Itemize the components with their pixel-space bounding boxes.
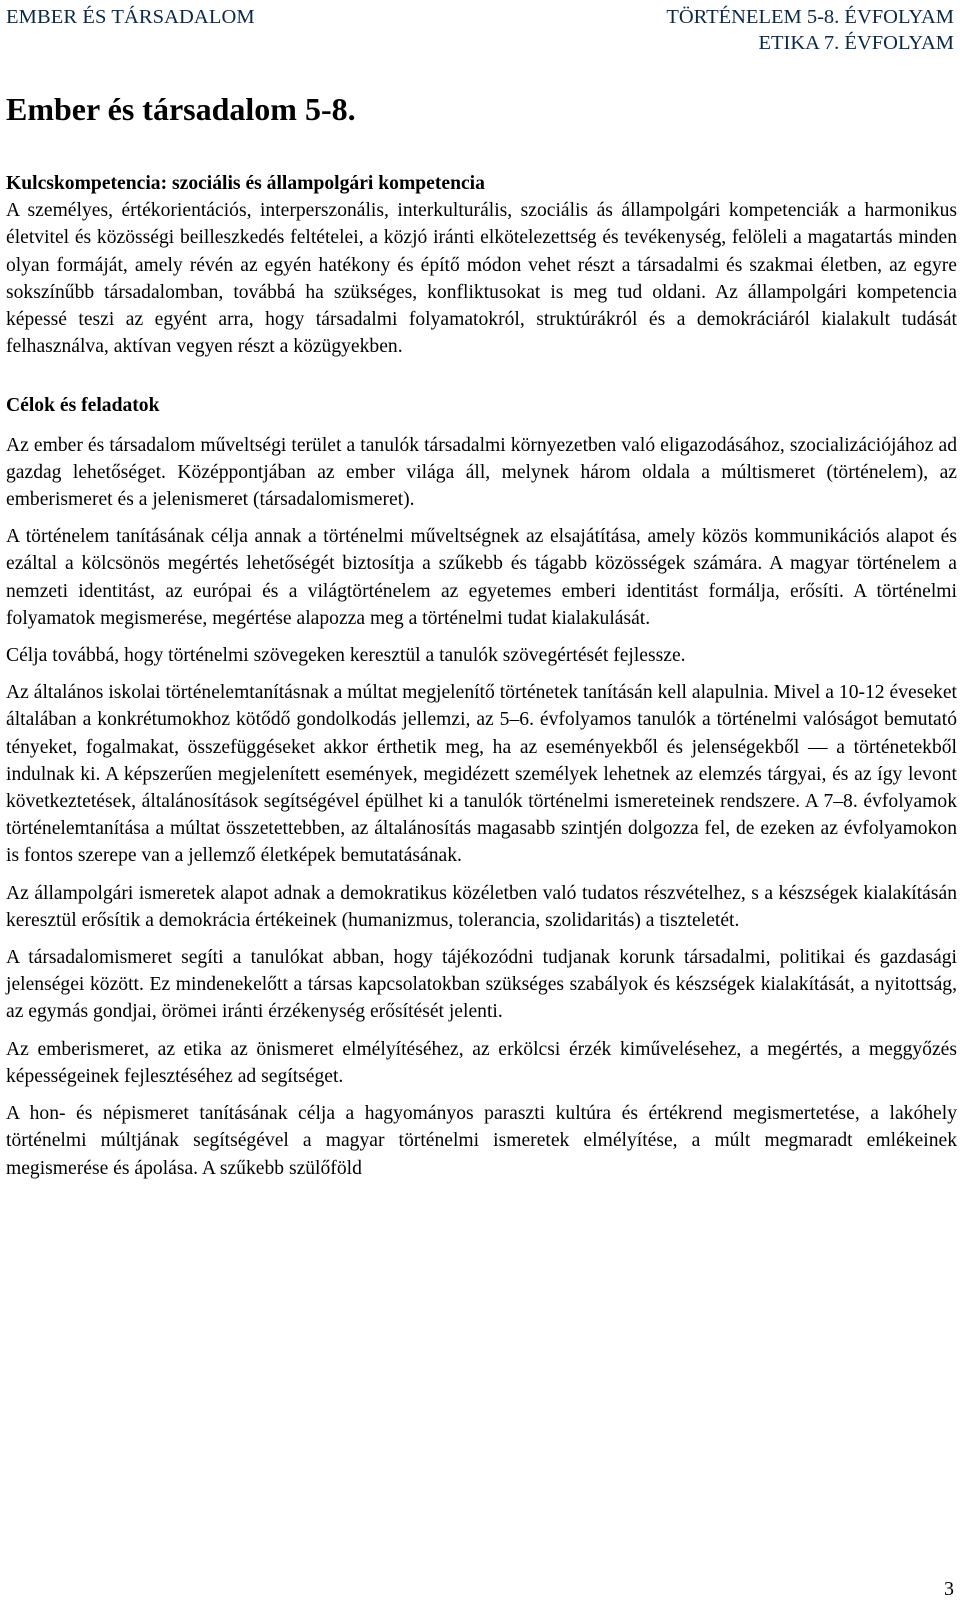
page-number: 3 [944, 1578, 954, 1600]
goals-paragraph-2: A történelem tanításának célja annak a történelmi műveltségnek az elsajátítása, amely közös kommunikációs alapot és ezáltal a kölcsönös megértés lehetőségét biztosítja a szűkebb és tágabb közösségek számára. A magyar történelem a nemzeti identitást, az európai és a világtörténelem az egyetemes emberi identitást formálja, erősíti. A történelmi folyamatok megismerése, megértése alapozza meg a történelmi tudat kialakulását. [6, 526, 957, 629]
document-body [6, 170, 957, 1192]
page-title: Ember és társadalom 5-8. [6, 91, 356, 127]
running-header-subject-history: TÖRTÉNELEM 5-8. ÉVFOLYAM [666, 6, 954, 28]
running-header-left: EMBER ÉS TÁRSADALOM [6, 6, 255, 28]
goals-paragraph-7: Az emberismeret, az etika az önismeret elmélyítéséhez, az erkölcsi érzék kiművelésehez, a megértés, a meggyőzés képességeinek fejlesztéséhez ad segítséget. [6, 1038, 957, 1087]
key-competence-text: A személyes, értékorientációs, interperszonális, interkulturális, szociális ás állampolgári kompetenciák a harmonikus életvitel és közösségi beilleszkedés feltételei, a közjó iránti elkötelezettség és tevékenység, felöleli a magatartás minden olyan formáját, amely révén az egyén hatékony és építő módon vehet részt a társadalmi és szakmai életben, az egyre sokszínűbb társadalomban, továbbá ha szükséges, konfliktusokat is meg tud oldani. Az állampolgári kompetencia képessé teszi az egyént arra, hogy társadalmi folyamatokról, struktúrákról és a demokráciáról kialakult tudását felhasználva, aktívan vegyen részt a közügyekben. [6, 200, 957, 358]
goals-paragraph-1: Az ember és társadalom műveltségi terület a tanulók társadalmi környezetben való eligazodásához, szocializációjához ad gazdag lehetőséget. Középpontjában az ember világa áll, melynek három oldala a múltismeret (történelem), az emberismeret és a jelenismeret (társadalomismeret). [6, 434, 957, 511]
running-header-right [666, 4, 954, 56]
goals-paragraph-3: Célja továbbá, hogy történelmi szövegeken keresztül a tanulók szövegértését fejlessze. [6, 645, 686, 667]
goals-heading: Célok és feladatok [6, 395, 160, 417]
running-header-subject-ethics: ETIKA 7. ÉVFOLYAM [758, 32, 954, 54]
goals-paragraph-6: A társadalomismeret segíti a tanulókat abban, hogy tájékozódni tudjanak korunk társadalmi, politikai és gazdasági jelenségei között. Ez mindenekelőtt a társas kapcsolatokban szükséges szabályok és készségek kialakítását, a nyitottság, az egymás gondjai, örömei iránti érzékenység erősítését jelenti. [6, 947, 957, 1023]
key-competence-section [6, 170, 957, 360]
key-competence-heading: Kulcskompetencia: szociális és állampolgári kompetencia [6, 173, 485, 194]
goals-paragraph-8: A hon- és népismeret tanításának célja a hagyományos paraszti kultúra és értékrend megismertetése, a lakóhely történelmi múltjának segítségével a magyar történelmi ismeretek elmélyítése, a múlt megmaradt emlékeinek megismerése és ápolása. A szűkebb szülőföld [6, 1103, 957, 1179]
goals-paragraph-4: Az általános iskolai történelemtanításnak a múltat megjelenítő történetek tanításán kell alapulnia. Mivel a 10-12 éveseket általában a konkrétumokhoz kötődő gondolkodás jellemzi, az 5–6. évfolyamos tanulók a történelmi valóságot bemutató tényeket, fogalmakat, összefüggéseket akkor érthetik meg, ha az eseményekből és jelenségekből — a történetekből indulnak ki. A képszerűen megjelenített események, megidézett személyek lehetnek az elemzés tárgyai, és az így levont következtetések, általánosítások segítségével épülhet ki a tanulók történelmi ismereteinek rendszere. A 7–8. évfolyamok történelemtanítása a múltat összetettebben, az általánosítás magasabb szintjén dolgozza fel, de ezeken az évfolyamokon is fontos szerepe van a jellemző életképek bemutatásának. [6, 682, 957, 867]
goals-paragraph-5: Az állampolgári ismeretek alapot adnak a demokratikus közéletben való tudatos részvételhez, s a készségek kialakításán keresztül erősítik a demokrácia értékeinek (humanizmus, tolerancia, szolidaritás) a tiszteletét. [6, 882, 957, 931]
